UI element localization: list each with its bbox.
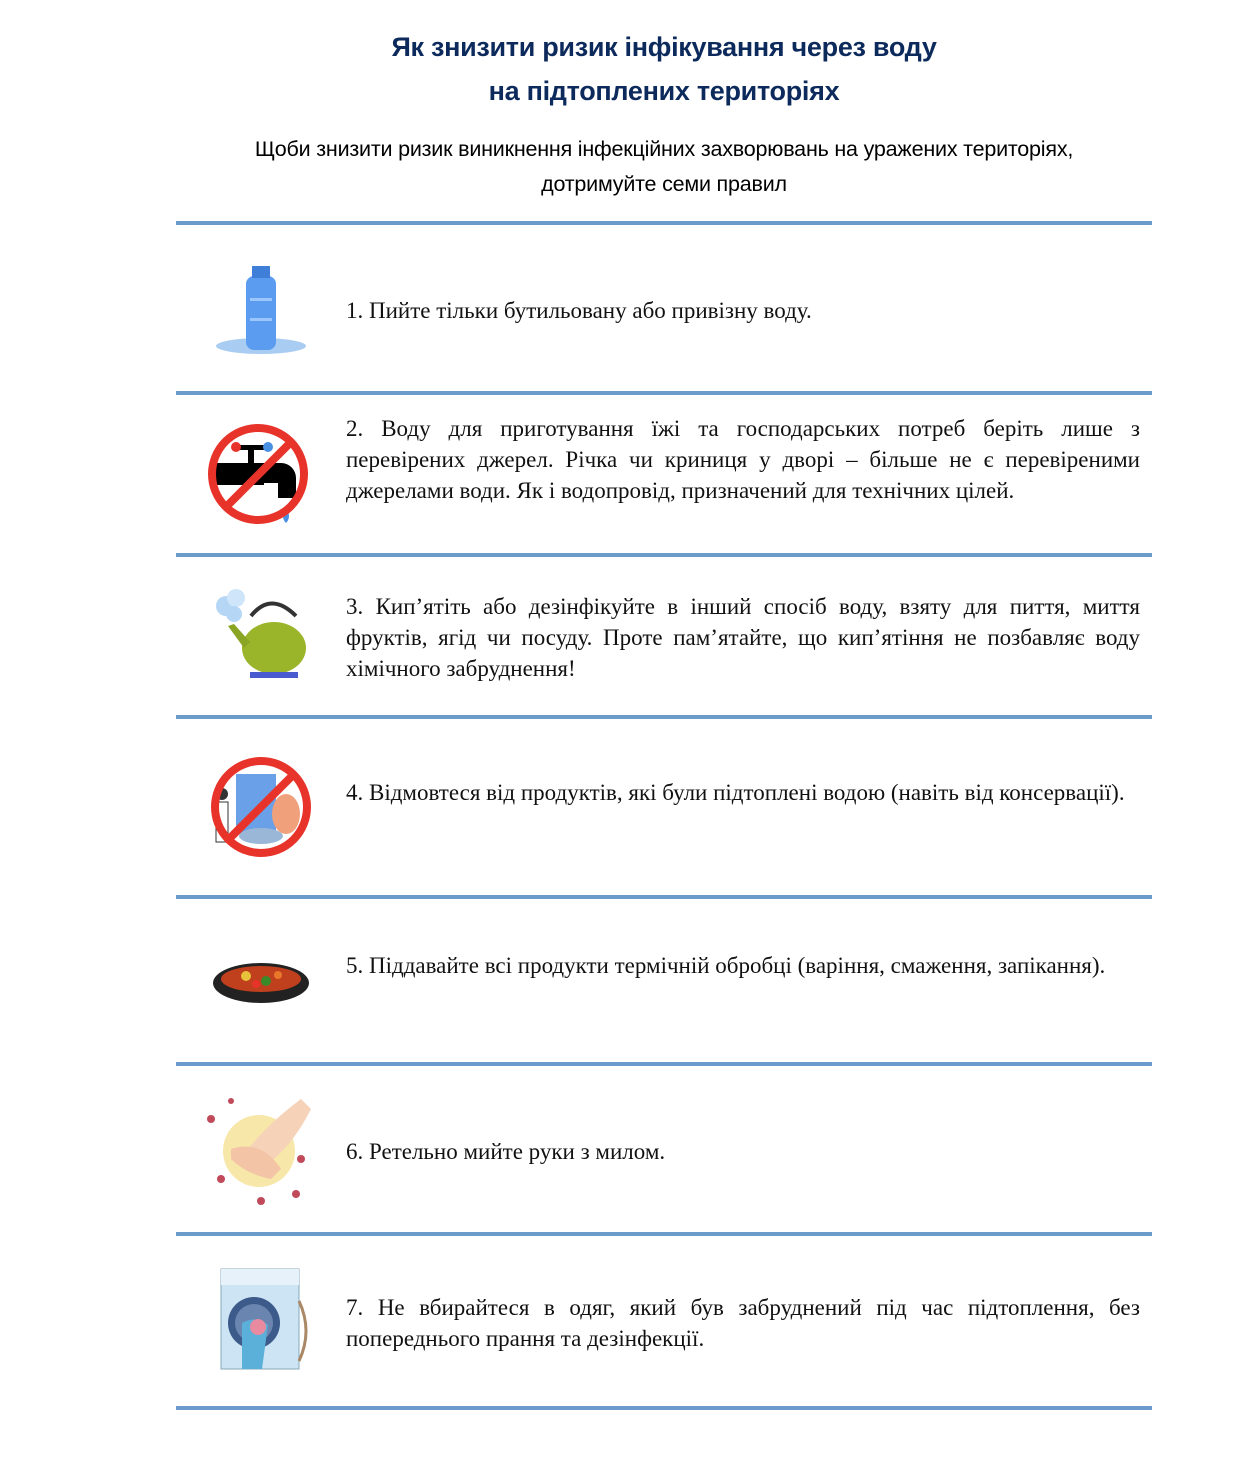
rule-row-5	[176, 899, 1152, 1062]
no-flooded-food-icon	[176, 752, 346, 862]
rule-row-6	[176, 1066, 1152, 1232]
rule-row-2	[176, 395, 1152, 553]
rule-row-4	[176, 719, 1152, 895]
rule-row-3	[176, 557, 1152, 715]
rule-text-3: 3. Кип’ятіть або дезінфікуйте в інший спосіб воду, взяту для пиття, миття фруктів, ягід чи посуду. Проте пам’ятайте, що кип’ятіння не позбавляє воду хімічного забруднення!	[346, 594, 1140, 681]
rule-text-5: 5. Піддавайте всі продукти термічній обробці (варіння, смаження, запікання).	[346, 953, 1106, 978]
washing-machine-icon	[176, 1261, 346, 1381]
kettle-icon	[176, 586, 346, 686]
rule-row-7	[176, 1236, 1152, 1406]
page-title-line-1: Як знизити ризик інфікування через воду	[391, 32, 937, 62]
rule-text-2: 2. Воду для приготування їжі та господарських потреб беріть лише з перевірених джерел. Річка чи криниця у дворі – більше не є перевіреними джерелами води. Як і водопровід, призначений для технічних цілей.	[346, 416, 1140, 503]
no-tap-water-icon	[176, 419, 346, 529]
hand-washing-icon	[176, 1089, 346, 1209]
rule-text-4: 4. Відмовтеся від продуктів, які були підтоплені водою (навіть від консервації).	[346, 780, 1125, 805]
subtitle-line-2: дотримуйте семи правил	[541, 172, 787, 196]
page-title-line-2: на підтоплених територіях	[488, 76, 840, 106]
rule-text-1: 1. Пийте тільки бутильовану або привізну воду.	[346, 298, 812, 323]
frying-pan-icon	[176, 951, 346, 1011]
subtitle-line-1: Щоби знизити ризик виникнення інфекційних захворювань на уражених територіях,	[254, 137, 1074, 161]
water-bottle-icon	[176, 258, 346, 358]
rule-text-6: 6. Ретельно мийте руки з милом.	[346, 1139, 666, 1164]
divider	[176, 1406, 1152, 1410]
rule-text-7: 7. Не вбирайтеся в одяг, який був забруднений під час підтоплення, без попереднього прання та дезінфекції.	[346, 1295, 1140, 1351]
rule-row-1	[176, 225, 1152, 391]
